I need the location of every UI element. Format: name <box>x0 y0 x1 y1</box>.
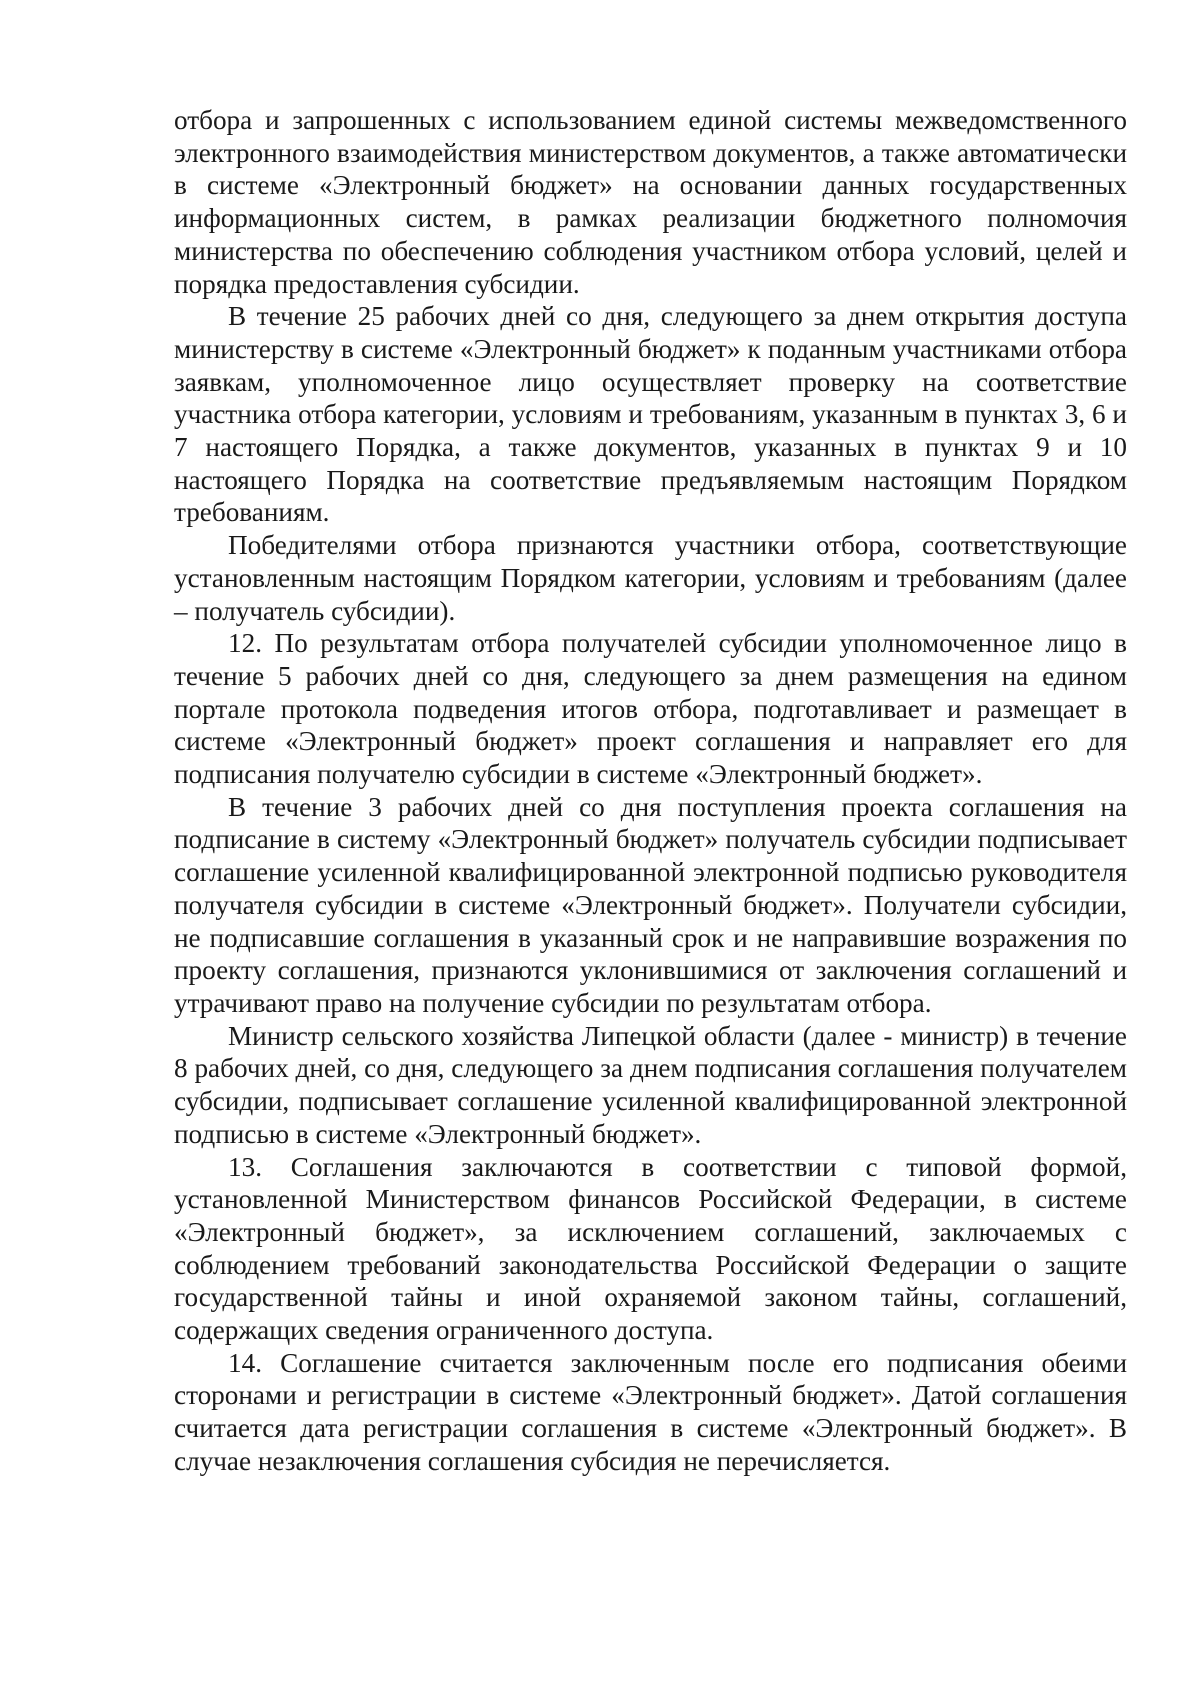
paragraph-winners: Победителями отбора признаются участники отбора, соответствующие установленным настоящим Порядком категории, условиям и требованиям (далее – получатель субсидии). <box>174 530 1127 626</box>
paragraph-item-14: 14. Соглашение считается заключенным после его подписания обеими сторонами и регистрации в системе «Электронный бюджет». Датой соглашения считается дата регистрации соглашения в системе «Электронный бюджет». В случае незаключения соглашения субсидия не перечисляется. <box>174 1347 1127 1476</box>
paragraph-signing-minister: Министр сельского хозяйства Липецкой области (далее - министр) в течение 8 рабочих дней, со дня, следующего за днем подписания соглашения получателем субсидии, подписывает соглашение усиленной квалифицированной электронной подписью в системе «Электронный бюджет». <box>174 1020 1127 1149</box>
paragraph-continuation: отбора и запрошенных с использованием единой системы межведомственного электронного взаимодействия министерством документов, а также автоматически в системе «Электронный бюджет» на основании данных государственных информационных систем, в рамках реализации бюджетного полномочия министерства по обеспечению соблюдения участником отбора условий, целей и порядка предоставления субсидии. <box>174 105 1127 299</box>
paragraph-signing-recipient: В течение 3 рабочих дней со дня поступления проекта соглашения на подписание в систему «Электронный бюджет» получатель субсидии подписывает соглашение усиленной квалифицированной электронной подписью руководителя получателя субсидии в системе «Электронный бюджет». Получатели субсидии, не подписавшие соглашения в указанный срок и не направившие возражения по проекту соглашения, признаются уклонившимися от заключения соглашений и утрачивают право на получение субсидии по результатам отбора. <box>174 791 1127 1018</box>
document-page <box>174 104 1127 1478</box>
paragraph-item-13: 13. Соглашения заключаются в соответствии с типовой формой, установленной Министерством финансов Российской Федерации, в системе «Электронный бюджет», за исключением соглашений, заключаемых с соблюдением требований законодательства Российской Федерации о защите государственной тайны и иной охраняемой законом тайны, соглашений, содержащих сведения ограниченного доступа. <box>174 1151 1127 1346</box>
paragraph-item-12: 12. По результатам отбора получателей субсидии уполномоченное лицо в течение 5 рабочих дней со дня, следующего за днем размещения на едином портале протокола подведения итогов отбора, подготавливает и размещает в системе «Электронный бюджет» проект соглашения и направляет его для подписания получателю субсидии в системе «Электронный бюджет». <box>174 628 1127 790</box>
paragraph-review-period: В течение 25 рабочих дней со дня, следующего за днем открытия доступа министерству в системе «Электронный бюджет» к поданным участниками отбора заявкам, уполномоченное лицо осуществляет проверку на соответствие участника отбора категории, условиям и требованиям, указанным в пунктах 3, 6 и 7 настоящего Порядка, а также документов, указанных в пунктах 9 и 10 настоящего Порядка на соответствие предъявляемым настоящим Порядком требованиям. <box>174 301 1127 528</box>
